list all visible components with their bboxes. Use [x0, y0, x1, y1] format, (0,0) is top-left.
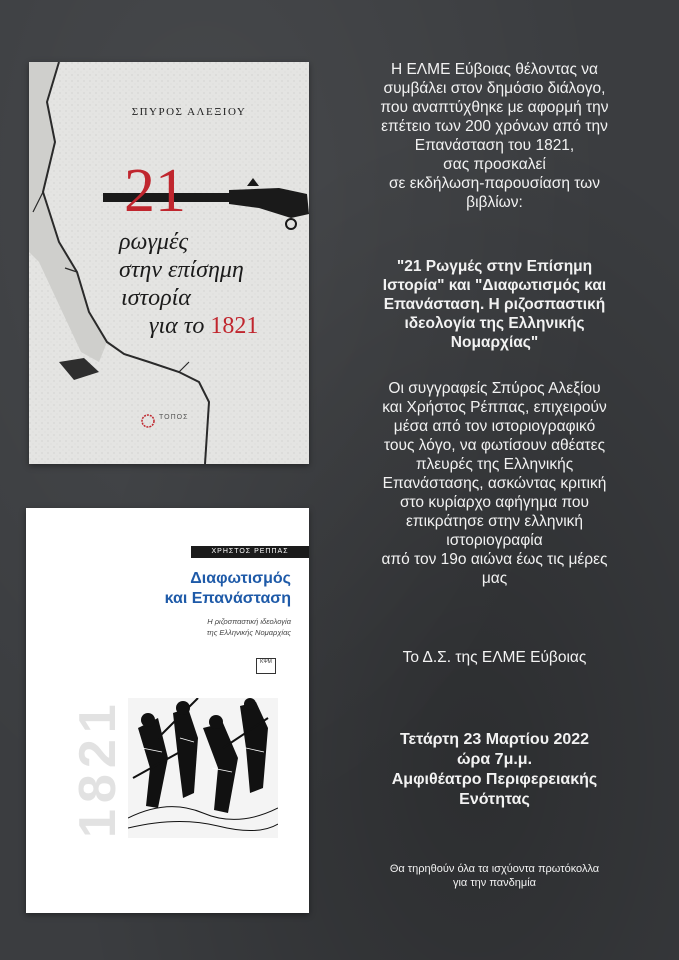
- intro-line: σας προσκαλεί: [443, 156, 546, 173]
- book2-subtitle-line: Η ριζοσπαστική ιδεολογία: [207, 617, 291, 626]
- book2-publisher: ΚΨΜ: [256, 658, 276, 674]
- description-line: και Χρήστος Ρέππας, επιχειρούν: [382, 399, 607, 416]
- publisher-logo-icon: [141, 414, 155, 428]
- event-venue: Ενότητας: [459, 791, 530, 808]
- battle-engraving-illustration: [128, 698, 278, 838]
- book1-title-line: [149, 314, 258, 338]
- book2-title-line: Διαφωτισμός: [190, 570, 291, 587]
- description-line: επικράτησε στην ελληνική: [405, 513, 584, 530]
- description-line: ιστοριογραφία: [446, 532, 543, 549]
- book-cover-21-rogmes: [29, 62, 309, 464]
- book1-title-line: στην επίσημη: [119, 257, 244, 283]
- intro-line: Η ΕΛΜΕ Εύβοιας θέλοντας να: [390, 61, 599, 78]
- description-line: πλευρές της Ελληνικής: [415, 456, 574, 473]
- book-titles-line: ιδεολογία της Ελληνικής: [404, 315, 585, 332]
- description-line: μέσα από τον ιστοριογραφικό: [393, 418, 596, 435]
- description-paragraph: [318, 379, 671, 588]
- book-titles-line: Νομαρχίας": [450, 334, 539, 351]
- intro-line: βιβλίων:: [466, 194, 523, 211]
- intro-line: επέτειο των 200 χρόνων από την: [381, 118, 608, 135]
- book1-title-line: ρωγμές: [119, 229, 189, 255]
- book1-title-line: ιστορία: [121, 285, 191, 311]
- book2-title-line: και Επανάσταση: [164, 590, 291, 607]
- intro-paragraph: [318, 60, 671, 212]
- book1-year: 1821: [210, 313, 259, 339]
- signature: Το Δ.Σ. της ΕΛΜΕ Εύβοιας: [402, 649, 587, 666]
- intro-line: σε εκδήλωση-παρουσίαση των: [388, 175, 601, 192]
- book1-title-line-for: για το: [149, 313, 205, 339]
- event-details: [318, 730, 671, 810]
- event-venue: Αμφιθέατρο Περιφερειακής: [391, 771, 598, 788]
- book1-author: ΣΠΥΡΟΣ ΑΛΕΞΙΟΥ: [131, 106, 247, 118]
- book-titles-paragraph: [318, 257, 671, 352]
- book2-subtitle-line: της Ελληνικής Νομαρχίας: [206, 628, 291, 637]
- note-line: Θα τηρηθούν όλα τα ισχύοντα πρωτόκολλα: [389, 863, 600, 875]
- intro-line: Επανάσταση του 1821,: [414, 137, 575, 154]
- description-line: μας: [481, 570, 508, 587]
- event-time: ώρα 7μ.μ.: [456, 751, 533, 768]
- pandemic-note: [318, 862, 671, 890]
- book2-author: ΧΡΗΣΤΟΣ ΡΕΠΠΑΣ: [191, 546, 309, 558]
- book-cover-diafotismos: [26, 508, 309, 913]
- book2-spine-year: 1821: [69, 698, 127, 838]
- book-titles-line: Ιστορία" και "Διαφωτισμός και: [382, 277, 607, 294]
- intro-line: συμβάλει στον δημόσιο διάλογο,: [383, 80, 606, 97]
- note-line: για την πανδημία: [452, 877, 537, 889]
- book1-number: 21: [124, 157, 186, 225]
- description-line: τους λόγο, να φωτίσουν αθέατες: [383, 437, 606, 454]
- book-titles-line: Επανάσταση. Η ριζοσπαστική: [383, 296, 606, 313]
- description-line: από τον 19ο αιώνα έως τις μέρες: [381, 551, 608, 568]
- book-titles-line: "21 Ρωγμές στην Επίσημη: [396, 258, 593, 275]
- intro-line: που αναπτύχθηκε με αφορμή την: [380, 99, 609, 116]
- event-date: Τετάρτη 23 Μαρτίου 2022: [399, 731, 590, 748]
- description-line: Οι συγγραφείς Σπύρος Αλεξίου: [388, 380, 601, 397]
- description-line: στο κυρίαρχο αφήγημα που: [399, 494, 590, 511]
- description-line: Επανάστασης, ασκώντας κριτική: [382, 475, 607, 492]
- book1-publisher: ΤΟΠΟΣ: [159, 414, 189, 421]
